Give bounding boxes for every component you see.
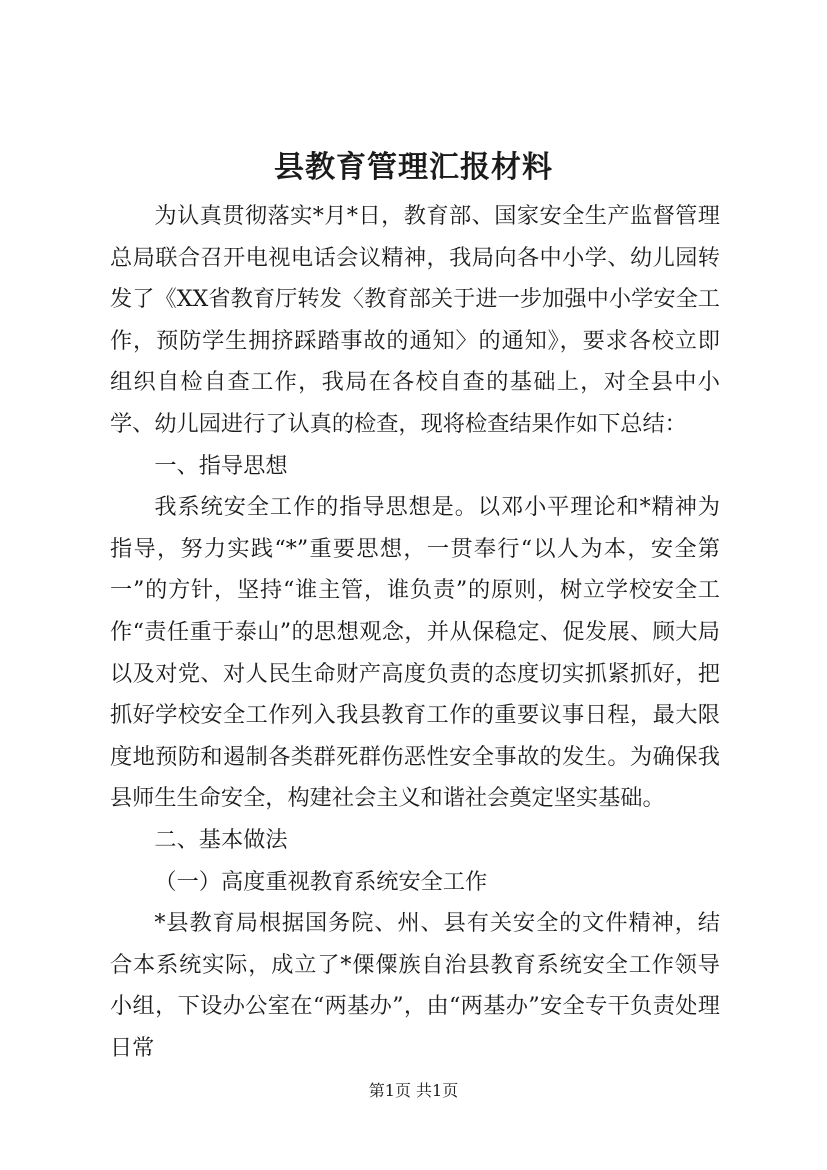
page-footer: 第1页 共1页 — [368, 1081, 459, 1100]
document-title: 县教育管理汇报材料 — [274, 150, 553, 185]
intro-paragraph: 为认真贯彻落实*月*日，教育部、国家安全生产监督管理总局联合召开电视电话会议精神，我局向各中小学、幼儿园转发了《XX省教育厅转发〈教育部关于进一步加强中小学安全工作，预防学生拥挤踩踏事故的通知〉的通知》，要求各校立即组织自检自查工作，我局在各校自查的基础上，对全县中小学、幼儿园进行了认真的检查，现将检查结果作如下总结： — [110, 203, 720, 437]
subsection-heading-safety-work: （一）高度重视教育系统安全工作 — [154, 868, 488, 895]
section-heading-basic-practices: 二、基本做法 — [154, 826, 288, 853]
section-heading-guiding-ideology: 一、指导思想 — [154, 452, 288, 479]
document-body — [110, 196, 720, 1069]
guiding-ideology-paragraph: 我系统安全工作的指导思想是。以邓小平理论和*精神为指导，努力实践“*”重要思想，一贯奉行“以人为本，安全第一”的方针，坚持“谁主管，谁负责”的原则，树立学校安全工作“责任重于泰山”的思想观念，并从保稳定、促发展、顾大局以及对党、对人民生命财产高度负责的态度切实抓紧抓好，把抓好学校安全工作列入我县教育工作的重要议事日程，最大限度地预防和遏制各类群死群伤恶性安全事故的发生。为确保我县师生生命安全，构建社会主义和谐社会奠定坚实基础。 — [110, 494, 720, 812]
safety-work-paragraph: *县教育局根据国务院、州、县有关安全的文件精神，结合本系统实际，成立了*傈僳族自治县教育系统安全工作领导小组，下设办公室在“两基办”，由“两基办”安全专干负责处理日常 — [110, 910, 720, 1061]
